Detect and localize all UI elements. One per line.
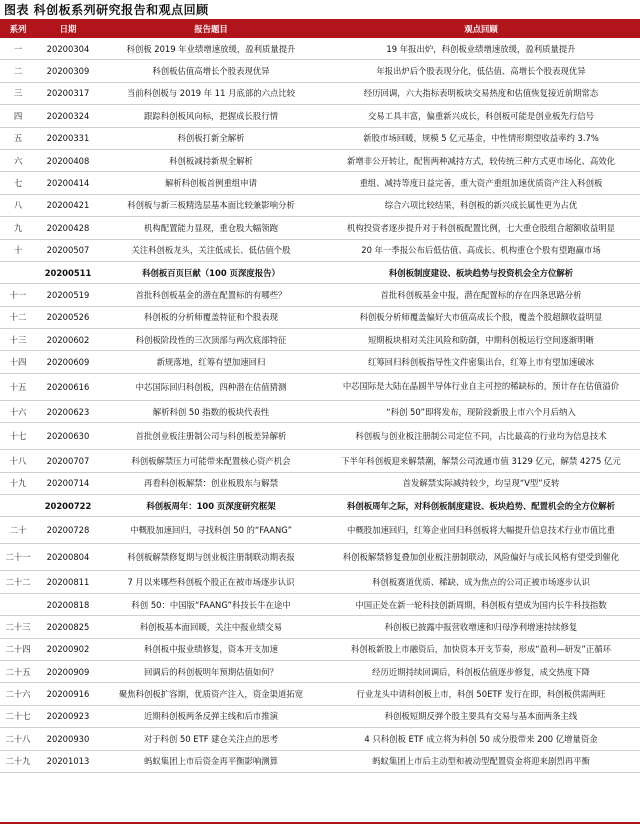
cell-series: 十一 [9,289,27,300]
cell-title: 科创板百页巨献（100 页深度报告） [142,267,280,278]
cell-view: 经历近期持续回调后，科创板估值逐步修复，成交热度下降 [372,666,590,677]
header-view: 观点回顾 [464,23,498,34]
cell-date: 20200909 [46,666,90,677]
header-date: 日期 [59,23,77,34]
cell-date: 20200623 [46,406,90,417]
cell-series: 二十七 [5,711,31,722]
table-row [0,751,640,773]
cell-title: 当前科创板与 2019 年 11 月底部的六点比较 [126,88,296,99]
cell-title: 科创板的分析师覆盖特征和个股表现 [144,312,278,323]
table-row [0,128,640,150]
cell-date: 20200408 [46,155,90,166]
cell-view: 中概股加速回归，红筹企业回归科创板将大幅提升信息技术行业市值比重 [347,524,615,535]
table-row [0,262,640,284]
cell-title: 科创板与新三板精选层基本面比较兼影响分析 [127,200,295,211]
cell-date: 20200916 [46,689,90,700]
cell-series: 二十 [9,525,27,536]
cell-view: 科创板解禁修复叠加创业板注册制联动，风险偏好与成长风格有望受到催化 [342,551,620,562]
cell-series: 二十五 [5,666,31,677]
cell-series: 九 [13,222,23,233]
table-row [0,401,640,423]
cell-view: 机构投资者逐步提升对于科创板配置比例，七大重仓股组合超额收益明显 [347,222,615,233]
cell-title: 近期科创板两条反弹主线和后市推演 [144,711,278,722]
table-row [0,594,640,616]
cell-title: 科创板阶段性的三次顶部与两次底部特征 [135,334,287,345]
table-row [0,473,640,495]
cell-view: 综合六项比较结果，科创板的新兴成长属性更为占优 [384,200,578,211]
cell-view: 行业龙头中请科创板上市，科创 50ETF 发行在即，科创板供需两旺 [356,689,606,700]
cell-view: 下半年科创板迎来解禁潮，解禁公司流通市值 3129 亿元，解禁 4275 亿元 [341,455,621,466]
cell-series: 七 [13,178,23,189]
table-row [0,571,640,593]
cell-series: 二十八 [5,733,31,744]
cell-date: 20200317 [46,88,90,99]
cell-title: 解析科创 50 指数的板块代表性 [152,406,270,417]
cell-title: 科创板基本面回暖，关注中报业绩交易 [139,621,283,632]
table-row [0,240,640,262]
cell-view: 科创板赛道优质、稀缺、成为焦点的公司正被市场逐步认识 [372,577,590,588]
cell-view: 经历回调，六大指标表明板块交易热度和估值恢复接近前期常态 [363,88,599,99]
cell-title: 科创板 2019 年业绩增速放缓，盈利质量提升 [126,43,296,54]
cell-series: 十五 [9,381,27,392]
cell-date: 20200804 [46,552,90,563]
cell-date: 20200304 [46,43,90,54]
header-series: 系列 [9,23,27,34]
cell-title: 蚂蚁集团上市后资金再平衡影响测算 [144,756,278,767]
cell-view: 科创板分析师覆盖偏好大市值高成长个股，覆盖个股超额收益明显 [359,312,603,323]
cell-date: 20200923 [46,711,90,722]
cell-view: 科创板短期反弹个股主要具有交易与基本面两条主线 [384,711,578,722]
table-row [0,284,640,306]
cell-title: 科创板周年：100 页深度研究框架 [146,500,276,511]
table-header [0,19,640,38]
report-table [0,19,640,773]
table-row [0,351,640,373]
cell-view: 新增非公开转让，配售两种减持方式，较传统三种方式更市场化、高效化 [347,155,615,166]
table-row [0,217,640,239]
cell-date: 20200630 [46,431,90,442]
cell-date: 20200414 [46,178,90,189]
cell-title: 解析科创板首例重组申请 [164,178,258,189]
cell-view: 蚂蚁集团上市后主动型和被动型配置资金将迎来剧烈再平衡 [372,756,590,767]
table-row [0,374,640,401]
cell-view: 首发解禁实际减持较少，均呈现“V型”反转 [402,478,560,489]
table-row [0,495,640,517]
cell-date: 20200616 [46,381,90,392]
cell-date: 20200728 [46,525,90,536]
cell-view: 重组、减持等度日益完善，重大资产重组加速优质资产注入科创板 [359,178,603,189]
cell-title: 关注科创板龙头，关注低成长、低估值个股 [131,245,291,256]
cell-date: 20200602 [46,334,90,345]
cell-view: 4 只科创板 ETF 成立将为科创 50 成分股带来 200 亿增量资金 [364,733,598,744]
table-row [0,544,640,571]
cell-series: 二 [13,66,23,77]
cell-title: 机构配置能力显现，重仓股大幅领跑 [144,222,278,233]
cell-date: 20200714 [46,478,90,489]
cell-view: 短期板块相对关注风险和防御，中期科创板运行空间逐渐明晰 [367,334,595,345]
cell-title: 回调后的科创板明年预期估值如何？ [144,666,278,677]
cell-date: 20200818 [46,599,90,610]
table-body [0,38,640,773]
cell-title: 首批科创板基金的潜在配置标的有哪些？ [135,289,287,300]
cell-view: 科创板周年之际，对科创板制度建设、板块趋势、配置机会的全方位解析 [347,500,615,511]
table-row [0,423,640,450]
cell-title: 新规落地，红筹有望加速回归 [156,357,266,368]
table-row [0,172,640,194]
cell-series: 二十九 [5,756,31,767]
cell-date: 20200930 [46,733,90,744]
table-row [0,38,640,60]
table-row [0,307,640,329]
cell-series: 十三 [9,334,27,345]
cell-date: 20200609 [46,357,90,368]
cell-title: 中芯国际回归科创板，四种潜在估值猜测 [135,381,287,392]
cell-date: 20200511 [44,267,92,278]
cell-date: 20200722 [44,500,92,511]
cell-title: 首批创业板注册制公司与科创板差异解析 [135,431,287,442]
cell-series: 二十三 [5,621,31,632]
cell-view: 科创板制度建设、板块趋势与投资机会全方位解析 [388,267,574,278]
cell-series: 二十一 [5,552,31,563]
cell-view: 新股市场回暖，规模 5 亿元基金，中性情形期望收益率约 3.7% [363,133,599,144]
cell-date: 20200421 [46,200,90,211]
cell-series: 二十二 [5,577,31,588]
table-row [0,150,640,172]
table-row [0,83,640,105]
cell-series: 二十六 [5,689,31,700]
cell-date: 20200324 [46,110,90,121]
cell-title: 7 月以来哪些科创板个股正在被市场逐步认识 [127,577,295,588]
table-row [0,661,640,683]
table-row [0,60,640,82]
cell-title: 跟踪科创板风向标，把握成长股行情 [144,110,278,121]
cell-series: 二十四 [5,644,31,655]
cell-date: 20200309 [46,66,90,77]
cell-view: 科创板新股上市融资后，加快资本开支节奏，形成“盈利—研发”正循环 [351,644,611,655]
cell-view: 科创板已披露中报营收增速和归母净利增速持续修复 [384,621,578,632]
table-row [0,728,640,750]
cell-date: 20200428 [46,222,90,233]
cell-series: 八 [13,200,23,211]
table-row [0,706,640,728]
cell-view: “科创 50”即将发布，现阶段新股上市六个月后纳入 [386,406,576,417]
cell-date: 20200526 [46,312,90,323]
cell-series: 六 [13,155,23,166]
cell-date: 20200902 [46,644,90,655]
cell-view: 首批科创板基金中报，潜在配置标的存在四条思路分析 [380,289,582,300]
cell-view: 交易工具丰富，偏重新兴成长，科创板可能是创业板先行信号 [367,110,595,121]
cell-title: 聚焦科创板扩容期，优质资产注入，资金渠道拓宽 [118,689,304,700]
cell-date: 20201013 [46,756,90,767]
cell-title: 科创板减持新规全解析 [169,155,253,166]
cell-series: 十 [13,245,23,256]
cell-view: 科创板与创业板注册制公司定位不同，占比最高的行业均为信息技术 [355,430,607,441]
table-row [0,105,640,127]
cell-date: 20200707 [46,455,90,466]
table-row [0,683,640,705]
cell-view: 中国正处在新一轮科技创新周期，科创板有望成为国内长牛科技指数 [355,599,607,610]
cell-date: 20200825 [46,621,90,632]
cell-title: 科创板打新全解析 [177,133,245,144]
table-row [0,639,640,661]
cell-title: 科创板中报业绩修复，资本开支加速 [144,644,278,655]
cell-date: 20200519 [46,289,90,300]
cell-series: 五 [13,133,23,144]
cell-series: 十四 [9,357,27,368]
cell-date: 20200507 [46,245,90,256]
cell-view: 年报出炉后个股表现分化，低估值、高增长个股表现优异 [376,66,586,77]
cell-series: 十九 [9,478,27,489]
cell-title: 再看科创板解禁：创业板股东与解禁 [144,478,278,489]
table-row [0,517,640,544]
cell-view: 20 年一季报公布后低估值、高成长、机构重仓个股有望跑赢市场 [361,245,601,256]
header-title: 报告题目 [194,23,228,34]
cell-date: 20200331 [46,133,90,144]
bottom-divider [0,822,640,824]
cell-title: 对于科创 50 ETF 建仓关注点的思考 [143,733,279,744]
table-row [0,450,640,472]
cell-title: 科创板解禁修复期与创业板注册制联动期表报 [127,552,295,563]
cell-series: 十八 [9,455,27,466]
table-row [0,329,640,351]
cell-series: 三 [13,88,23,99]
cell-view: 19 年报出炉，科创板业绩增速放缓，盈利质量提升 [386,43,576,54]
table-row [0,195,640,217]
page-title: 图表 科创板系列研究报告和观点回顾 [4,3,209,17]
cell-title: 科创 50：中国版“FAANG”科技长牛在途中 [131,599,291,610]
cell-title: 科创板解禁压力可能带来配置核心资产机会 [131,455,291,466]
cell-title: 中概股加速回归，寻找科创 50 的“FAANG” [130,525,292,536]
cell-series: 一 [13,43,23,54]
cell-view: 中芯国际是大陆在晶圆半导体行业自主可控的稀缺标的，预计存在估值溢价 [342,381,620,392]
cell-series: 四 [13,110,23,121]
cell-title: 科创板估值高增长个股表现优异 [152,66,270,77]
cell-series: 十七 [9,431,27,442]
cell-date: 20200811 [46,577,90,588]
cell-series: 十二 [9,312,27,323]
cell-series: 十六 [9,406,27,417]
table-row [0,616,640,638]
cell-view: 红筹回归科创板指导性文件密集出台，红筹上市有望加速破冰 [367,357,595,368]
